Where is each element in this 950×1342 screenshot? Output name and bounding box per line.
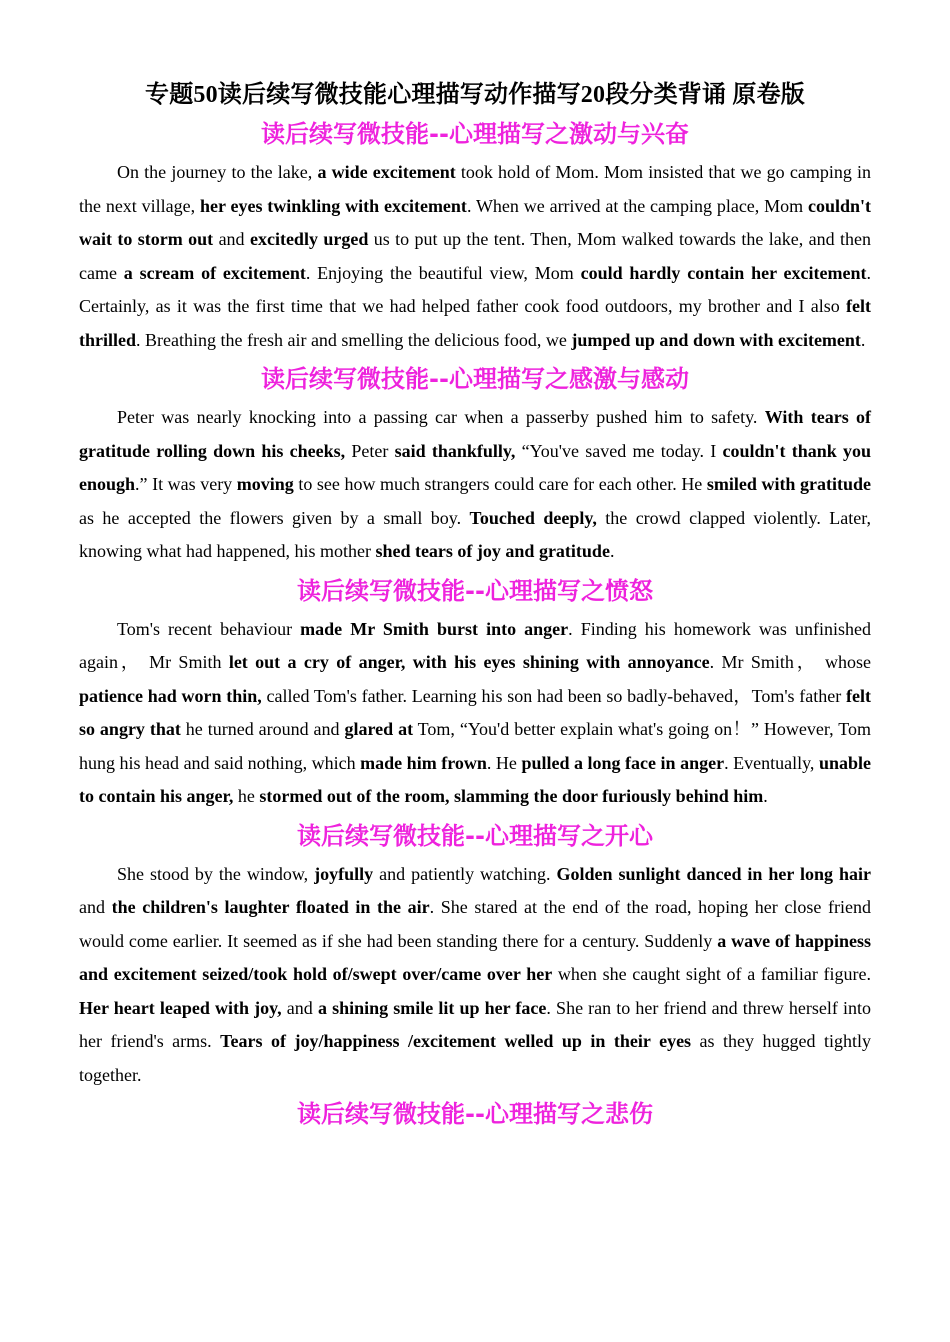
bold-phrase: made Mr Smith burst into anger	[300, 618, 569, 639]
bold-phrase: pulled a long face in anger	[521, 752, 725, 773]
section-paragraph	[79, 858, 871, 1093]
text-run: . Enjoying the beautiful view, Mom	[305, 262, 581, 283]
text-run: “You've saved me today. I	[515, 440, 723, 461]
bold-phrase: said thankfully,	[394, 440, 516, 461]
text-run: and	[281, 997, 318, 1018]
text-run: took hold of Mom. Mom insisted that we go camping in the next village,	[79, 162, 871, 216]
bold-phrase: jumped up and down with excitement	[571, 329, 861, 350]
text-run: . Finding his homework was unfinished again， Mr Smith	[79, 618, 871, 672]
text-run: us to put up the tent. Then, Mom walked towards the lake, and then came	[79, 229, 871, 283]
bold-phrase: could hardly contain her excitement	[580, 262, 867, 283]
bold-phrase: made him frown	[360, 752, 487, 773]
text-run: .	[860, 329, 866, 350]
bold-phrase: the children's laughter floated in the air	[111, 897, 430, 917]
text-run: She stood by the window,	[117, 863, 315, 884]
text-run: Peter	[345, 440, 395, 461]
text-run: .	[763, 786, 768, 806]
section-heading: 读后续写微技能--心理描写之愤怒	[297, 576, 653, 605]
text-run: On the journey to the lake,	[117, 162, 318, 182]
bold-phrase: a shining smile lit up her face	[317, 997, 547, 1018]
text-run: .	[609, 541, 615, 561]
bold-phrase: Tears of joy/happiness /excitement welled up in their eyes	[220, 1031, 692, 1051]
section-heading: 读后续写微技能--心理描写之激动与兴奋	[261, 120, 689, 148]
text-run: and	[79, 897, 112, 917]
bold-phrase: excitedly urged	[249, 229, 369, 249]
bold-phrase: glared at	[344, 719, 414, 739]
bold-phrase: felt so angry that	[79, 685, 871, 739]
sections-container	[79, 116, 871, 1132]
bold-phrase: a wide excitement	[317, 162, 456, 182]
bold-phrase: shed tears of joy and gratitude	[375, 541, 610, 561]
bold-phrase: Her heart leaped with joy,	[79, 997, 282, 1018]
text-run: as they hugged tightly together.	[79, 1031, 871, 1085]
bold-phrase: a scream of excitement	[123, 262, 306, 283]
section-heading: 读后续写微技能--心理描写之开心	[297, 821, 653, 850]
section-paragraph	[79, 156, 871, 357]
page-title: 专题50读后续写微技能心理描写动作描写20段分类背诵 原卷版	[145, 82, 805, 108]
bold-phrase: her eyes twinkling with excitement	[199, 195, 467, 216]
text-run: Tom's recent behaviour	[117, 618, 301, 639]
section-heading: 读后续写微技能--心理描写之感激与感动	[261, 365, 689, 393]
text-run: to see how much strangers could care for each other. He	[293, 474, 707, 494]
text-run: . She ran to her friend and threw herself into her friend's arms.	[79, 997, 871, 1051]
text-run: he	[233, 786, 260, 806]
text-run: .” It was very	[135, 474, 237, 494]
bold-phrase: a wave of happiness and excitement seized/took hold of/swept over/came over her	[79, 930, 871, 984]
text-run: . Breathing the fresh air and smelling the delicious food, we	[136, 329, 572, 350]
text-run: and patiently watching.	[373, 863, 557, 884]
bold-phrase: joyfully	[314, 863, 374, 884]
bold-phrase: couldn't thank you enough	[79, 440, 872, 494]
text-run: Peter was nearly knocking into a passing car when a passerby pushed him to safety.	[117, 407, 765, 427]
bold-phrase: With tears of gratitude rolling down his cheeks,	[79, 407, 872, 461]
text-run: when she caught sight of a familiar figure.	[552, 964, 871, 984]
section-paragraph	[79, 401, 871, 569]
bold-phrase: couldn't wait to storm out	[79, 195, 872, 249]
bold-phrase: felt thrilled	[79, 296, 871, 350]
text-run: as he accepted the flowers given by a small boy.	[79, 507, 470, 528]
text-run: Tom, “You'd better explain what's going on！” However, Tom hung his head and said nothing, which	[79, 719, 871, 773]
section-paragraph	[79, 613, 871, 814]
text-run: . Certainly, as it was the first time that we had helped father cook food outdoors, my brother and I also	[79, 262, 872, 316]
bold-phrase: Golden sunlight danced in her long hair	[556, 863, 872, 884]
text-run: . Mr Smith， whose	[709, 652, 871, 672]
bold-phrase: smiled with gratitude	[706, 474, 871, 494]
bold-phrase: stormed out of the room, slamming the door furiously behind him	[259, 786, 764, 806]
section-heading: 读后续写微技能--心理描写之悲伤	[297, 1100, 653, 1128]
text-run: and	[213, 229, 250, 249]
bold-phrase: unable to contain his anger,	[79, 752, 871, 806]
text-run: called Tom's father. Learning his son had been so badly-behaved，Tom's father	[261, 685, 847, 706]
bold-phrase: moving	[236, 474, 294, 494]
text-run: . He	[486, 752, 522, 773]
text-run: . Eventually,	[724, 752, 819, 773]
bold-phrase: let out a cry of anger, with his eyes shining with annoyance	[228, 652, 710, 672]
text-run: . She stared at the end of the road, hoping her close friend would come earlier. It seemed as if she had been standing there for a century. Suddenly	[79, 897, 871, 951]
text-run: the crowd clapped violently. Later, knowing what had happened, his mother	[79, 507, 872, 561]
text-run: he turned around and	[180, 719, 345, 739]
bold-phrase: patience had worn thin,	[79, 685, 262, 706]
bold-phrase: Touched deeply,	[469, 507, 597, 528]
text-run: . When we arrived at the camping place, Mom	[466, 195, 808, 216]
